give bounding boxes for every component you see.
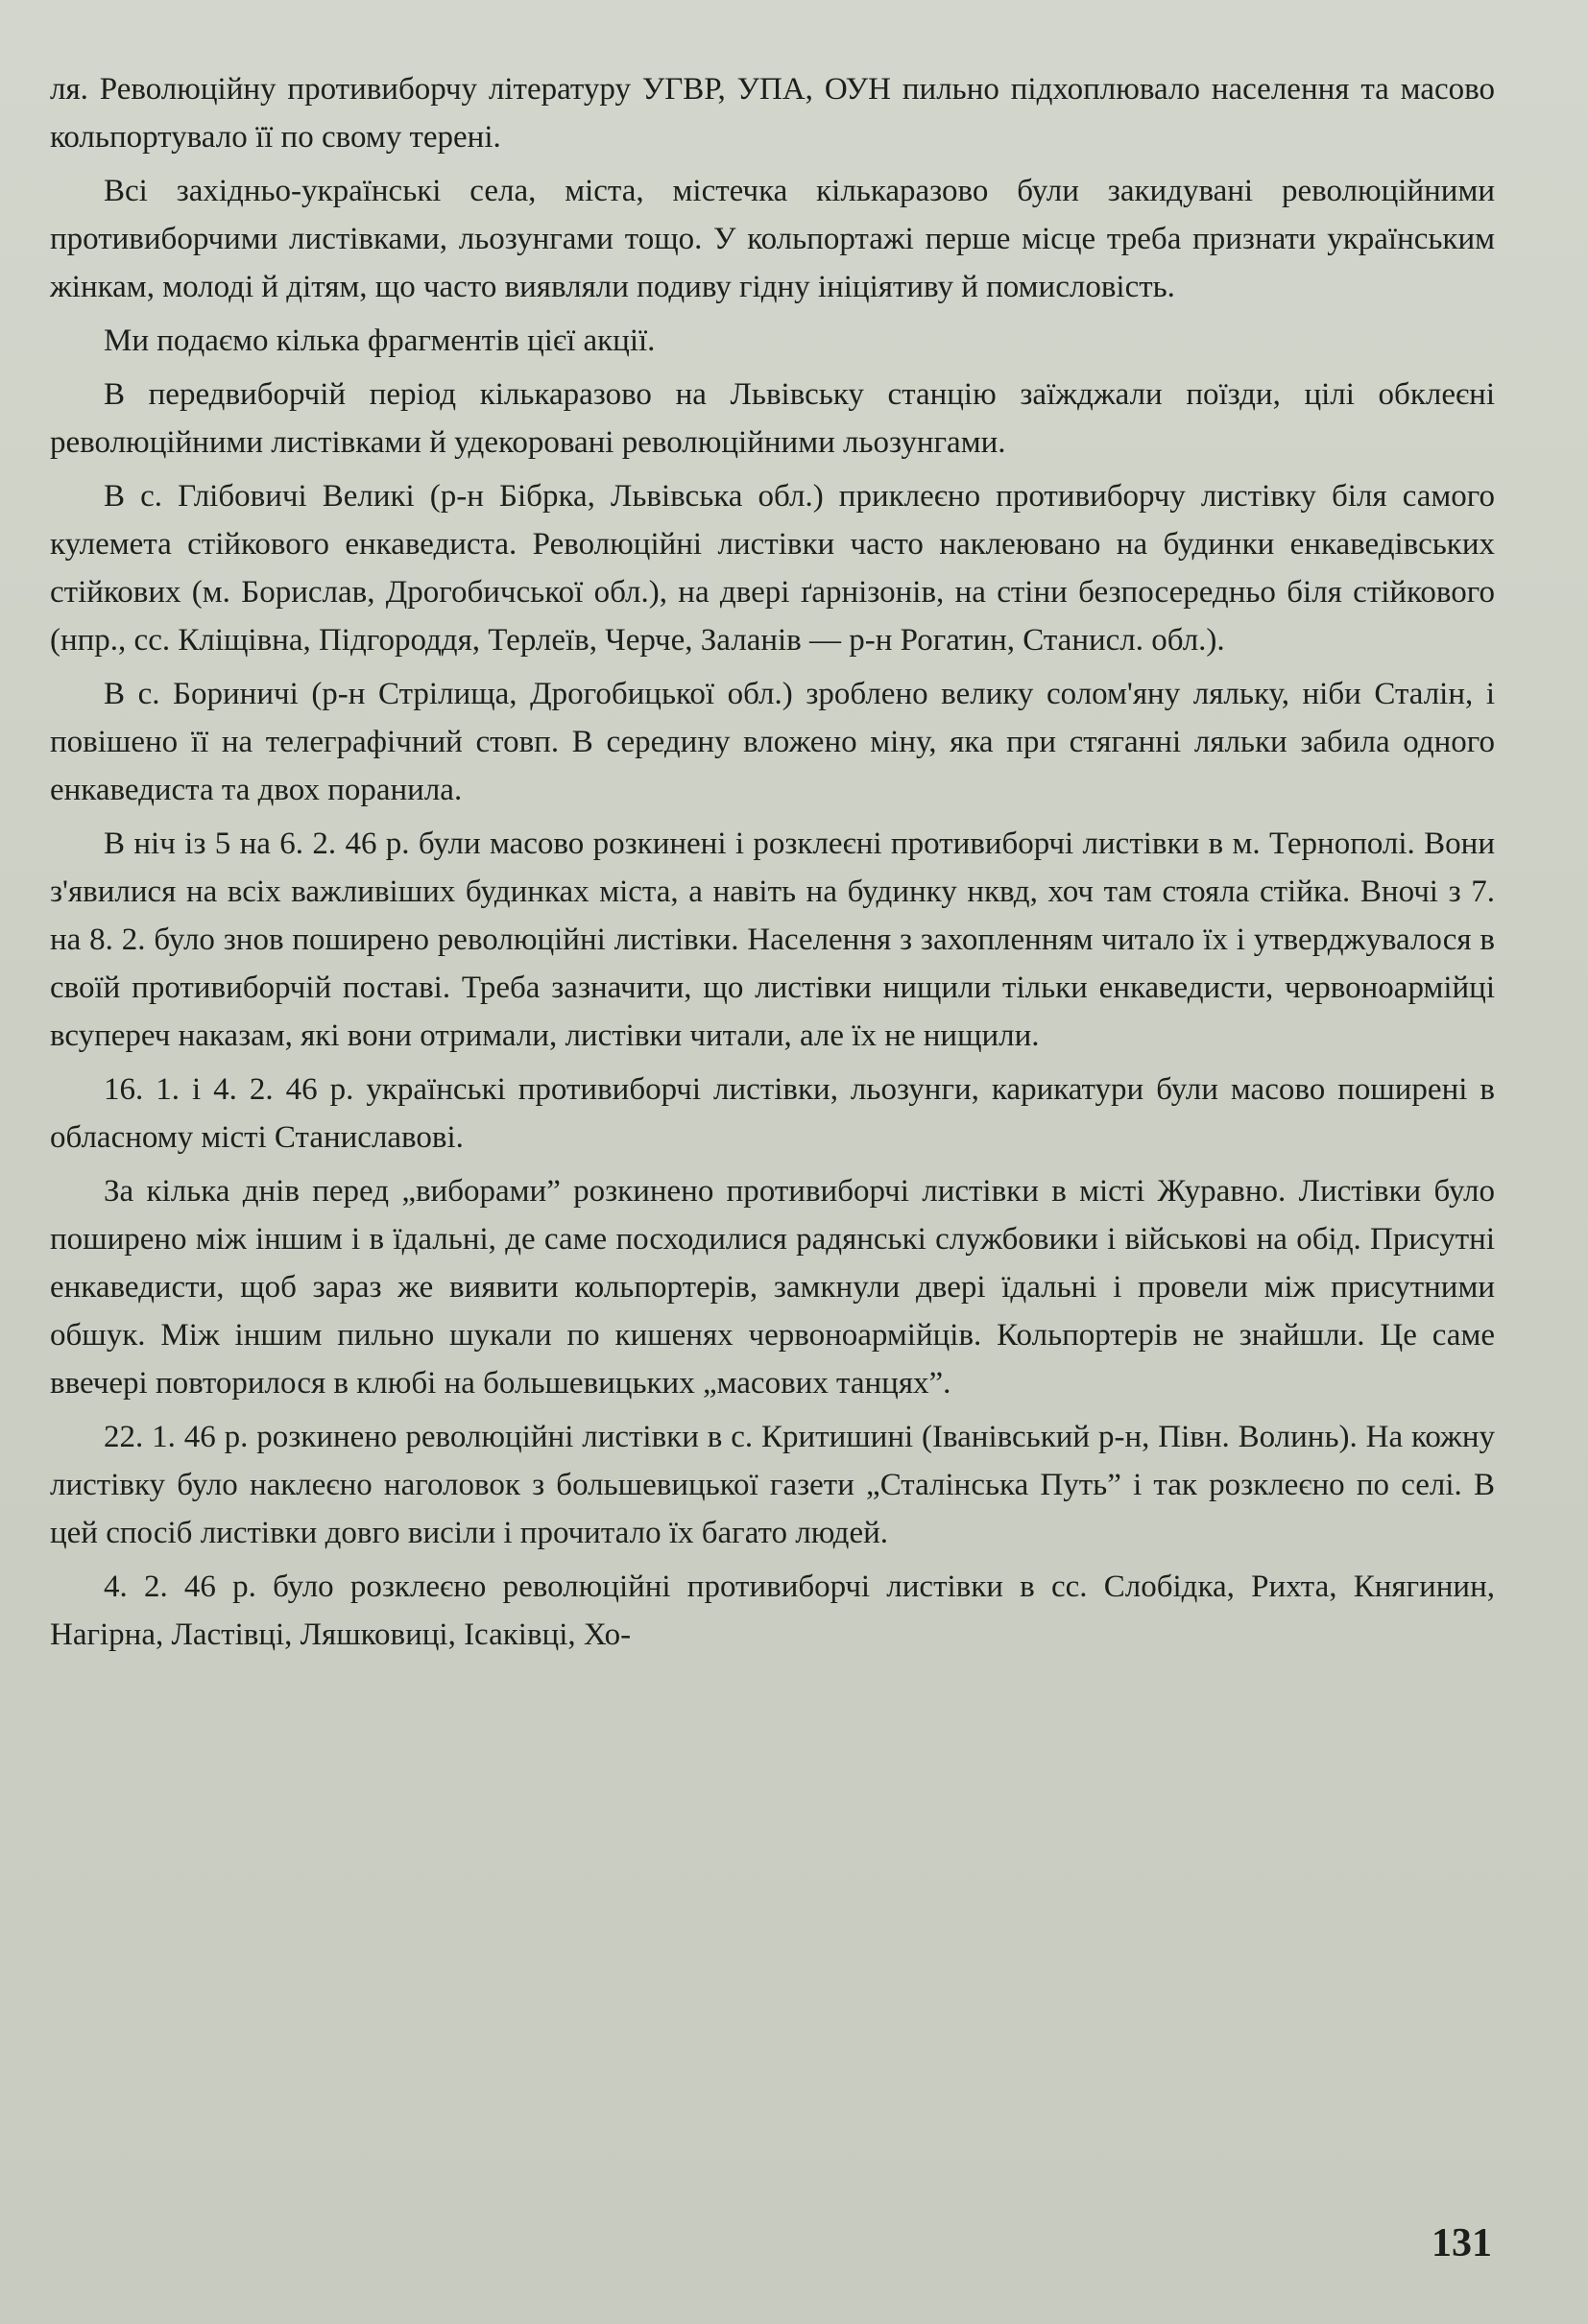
paragraph: За кілька днів перед „виборами” розкинено противиборчі листівки в місті Журавно. Листівки було поширено між іншим і в їдальні, де саме посходилися радянські службовики і військові на обід. Присутні енкаведисти, щоб зараз же виявити кольпортерів, замкнули двері їдальні і провели між присутними обшук. Між іншим пильно шукали по кишенях червоноармійців. Кольпортерів не знайшли. Це саме ввечері повторилося в клюбі на большевицьких „масових танцях”.	[50, 1174, 1495, 1401]
paragraph: 22. 1. 46 р. розкинено революційні листівки в с. Критишині (Іванівський р-н, Півн. Волинь). На кожну листівку було наклеєно наголовок з большевицької газети „Сталінська Путь” і так розклеєно по селі. В цей спосіб листівки довго висіли і прочитало їх багато людей.	[50, 1420, 1495, 1550]
paragraph: В передвиборчій період кількаразово на Львівську станцію заїжджали поїзди, цілі обклеєні революційними листівками й удекоровані революційними льозунгами.	[50, 377, 1495, 460]
paragraph: В с. Глібовичі Великі (р-н Бібрка, Львівська обл.) приклеєно противиборчу листівку біля самого кулемета стійкового енкаведиста. Революційні листівки часто наклеювано на будинки енкаведівських стійкових (м. Борислав, Дрогобичської обл.), на двері ґарнізонів, на стіни безпосередньо біля стійкового (нпр., сс. Кліщівна, Підгороддя, Терлеїв, Черче, Заланів — р-н Рогатин, Станисл. обл.).	[50, 479, 1495, 658]
paragraph: Всі західньо-українські села, міста, містечка кількаразово були закидувані революційними противиборчими листівками, льозунгами тощо. У кольпортажі перше місце треба признати українським жінкам, молоді й дітям, що часто виявляли подиву гідну ініціятиву й помисловість.	[50, 174, 1495, 304]
page-number: 131	[1432, 2221, 1492, 2265]
body-text	[50, 65, 1495, 1665]
paragraph: 16. 1. і 4. 2. 46 р. українські противиборчі листівки, льозунги, карикатури були масово поширені в обласному місті Станиславові.	[50, 1072, 1495, 1155]
paragraph: В с. Бориничі (р-н Стрілища, Дрогобицької обл.) зроблено велику солом'яну ляльку, ніби Сталін, і повішено її на телеграфічний стовп. В середину вложено міну, яка при стяганні ляльки забила одного енкаведиста та двох поранила.	[50, 677, 1495, 807]
paragraph: 4. 2. 46 р. було розклеєно революційні противиборчі листівки в сс. Слобідка, Рихта, Княгинин, Нагірна, Ластівці, Ляшковиці, Ісаківці, Хо-	[50, 1569, 1495, 1652]
paragraph: В ніч із 5 на 6. 2. 46 р. були масово розкинені і розклеєні противиборчі листівки в м. Тернополі. Вони з'явилися на всіх важливіших будинках міста, а навіть на будинку нквд, хоч там стояла стійка. Вночі з 7. на 8. 2. було знов поширено революційні листівки. Населення з захопленням читало їх і утверджувалося в своїй противиборчій поставі. Треба зазначити, що листівки нищили тільки енкаведисти, червоноармійці всупереч наказам, які вони отримали, листівки читали, але їх не нищили.	[50, 827, 1495, 1053]
paragraph: ля. Революційну противиборчу літературу УГВР, УПА, ОУН пильно підхоплювало населення та масово кольпортувало її по свому терені.	[50, 72, 1495, 155]
paragraph: Ми подаємо кілька фрагментів цієї акції.	[104, 323, 656, 358]
